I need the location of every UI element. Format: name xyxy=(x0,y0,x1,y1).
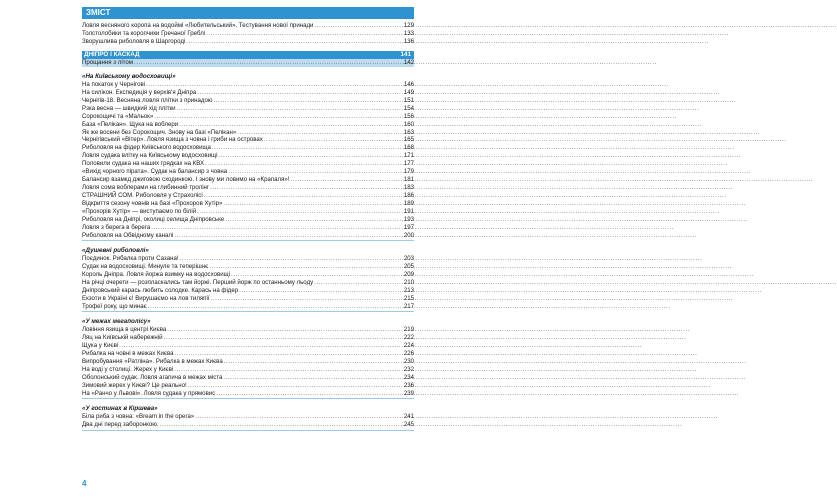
toc-groups xyxy=(82,73,414,431)
toc-entry xyxy=(82,350,414,358)
toc-entry xyxy=(82,366,414,374)
toc-entry xyxy=(82,89,414,97)
toc-entry xyxy=(82,390,414,398)
toc-entry xyxy=(82,152,414,160)
entry-page: 210 xyxy=(403,278,414,286)
entry-page: 213 xyxy=(403,286,414,294)
toc-entry xyxy=(82,22,414,30)
entry-page: 136 xyxy=(403,37,414,45)
entry-leader xyxy=(313,279,404,287)
entry-title: Чернігівський «Вітер». Ловля язища з човна і гриби на островах xyxy=(82,136,263,144)
entry-page: 191 xyxy=(403,207,414,215)
entry-leader xyxy=(211,144,404,152)
toc-entry xyxy=(82,184,414,192)
entry-leader xyxy=(194,413,404,421)
entry-title: Половили судака на наших грядках на КВХ xyxy=(82,160,205,168)
entry-title: На річці очерети — розпласкались там йоржі. Перший йорж по останньому льоду xyxy=(82,278,314,286)
entry-title: Риболовля на Дніпрі, околиці селища Дніпровське xyxy=(82,215,225,223)
entry-leader xyxy=(212,97,403,105)
entry-page: 133 xyxy=(403,29,414,37)
entry-title: Щука у Києві xyxy=(82,342,119,350)
entry-page: 179 xyxy=(403,168,414,176)
group-entries xyxy=(82,255,414,312)
entry-title: Зимовий жерех у Києві? Це реально! xyxy=(82,381,187,389)
entry-page: 177 xyxy=(403,160,414,168)
group-title: «Душевні риболовлі» xyxy=(82,247,149,255)
toc-entry xyxy=(82,263,414,271)
group-title: «У межах мегаполісу» xyxy=(82,318,151,326)
toc-entry xyxy=(82,105,414,113)
entry-title: Чернігів-18. Весняна ловля плітки з принадою xyxy=(82,96,213,104)
section-title: ДНІПРО І КАСКАД xyxy=(84,51,140,59)
entry-title: «Прохорів Хутір» — виступаємо по білій xyxy=(82,207,197,215)
entry-title: Король Дніпра. Ловля йоржа взимку на водосховищі xyxy=(82,271,230,279)
entry-leader xyxy=(210,295,404,303)
entry-leader xyxy=(145,81,404,89)
toc-entry xyxy=(82,232,414,240)
toc-entry xyxy=(82,113,414,121)
entry-title: Трофеї року, що минає xyxy=(82,302,147,310)
toc-entry xyxy=(82,38,414,46)
page-number: 4 xyxy=(82,479,87,488)
entry-title: Зворушлива риболовля в Шаргороді xyxy=(82,37,186,45)
entry-leader xyxy=(204,160,404,168)
intro-rows xyxy=(82,22,414,46)
entry-page: 205 xyxy=(403,263,414,271)
toc-entry xyxy=(82,144,414,152)
toc-entry xyxy=(82,413,414,421)
toc-entry xyxy=(82,208,414,216)
group-title: «У гостинах в Кіршева» xyxy=(82,405,158,413)
entry-page: 234 xyxy=(403,373,414,381)
entry-page: 189 xyxy=(403,199,414,207)
entry-leader xyxy=(230,271,404,279)
entry-page: 151 xyxy=(403,96,414,104)
entry-title: Відкриття сезону човнів на базі «Прохоров Хутір» xyxy=(82,199,223,207)
entry-leader xyxy=(133,59,404,67)
entry-title: База «Пелікан». Щука на воблери xyxy=(82,120,179,128)
toc-entry xyxy=(82,200,414,208)
toc-entry xyxy=(82,216,414,224)
entry-leader xyxy=(290,176,404,184)
toc-entry xyxy=(82,334,414,342)
toc-entry xyxy=(82,160,414,168)
section-page: 141 xyxy=(400,51,411,59)
toc-entry xyxy=(82,97,414,105)
toc-entry xyxy=(82,271,414,279)
entry-page: 171 xyxy=(403,152,414,160)
entry-leader xyxy=(196,208,404,216)
entry-leader xyxy=(224,216,404,224)
entry-title: Риболовля на Обвідному каналі xyxy=(82,231,174,239)
toc-entry xyxy=(82,121,414,129)
toc-entry xyxy=(82,255,414,263)
entry-title: Толстолобики та коропчики Гречаної Греблі xyxy=(82,29,206,37)
entry-leader xyxy=(217,152,403,160)
entry-title: СТРАШНИЙ СОМ. Риболовля у Страхолісі xyxy=(82,192,203,200)
entry-page: 230 xyxy=(403,357,414,365)
entry-leader xyxy=(236,129,404,137)
entry-title: Екзоти в Україні є! Вирушаємо на лов тиляпії xyxy=(82,294,210,302)
entry-page: 222 xyxy=(403,334,414,342)
entry-title: Ловля сома воблерами на глибинний тролінг xyxy=(82,184,210,192)
entry-page: 163 xyxy=(403,128,414,136)
entry-page: 142 xyxy=(403,58,414,66)
entry-page: 217 xyxy=(403,302,414,310)
entry-leader xyxy=(178,121,404,129)
entry-leader xyxy=(203,192,404,200)
entry-title: Балансир взамкд джиговою сходинкою. І знову ми ловимо на «Крапаля»! xyxy=(82,176,290,184)
group-entries xyxy=(82,81,414,241)
entry-leader xyxy=(223,358,404,366)
entry-page: 200 xyxy=(403,231,414,239)
entry-title: На воді у столиці. Жерех у Києві xyxy=(82,365,174,373)
entry-leader xyxy=(163,334,404,342)
entry-title: Як же восени без Сорокощич. Знову на базі «Пелікан» xyxy=(82,128,237,136)
entry-page: 215 xyxy=(403,294,414,302)
entry-page: 186 xyxy=(403,192,414,200)
entry-page: 146 xyxy=(403,80,414,88)
entry-title: Ловля весняного коропа на водоймі «Любительський». Тестування нової принади xyxy=(82,21,314,29)
entry-page: 236 xyxy=(403,381,414,389)
toc-entry xyxy=(82,192,414,200)
toc-entry xyxy=(82,168,414,176)
entry-page: 156 xyxy=(403,112,414,120)
entry-page: 193 xyxy=(403,215,414,223)
toc-entry xyxy=(82,81,414,89)
entry-leader xyxy=(208,263,404,271)
toc-entry xyxy=(82,421,414,429)
toc-header-bar xyxy=(82,7,414,19)
entry-page: 226 xyxy=(403,350,414,358)
entry-title: Ловля з берега в берега xyxy=(82,223,151,231)
toc-entry xyxy=(82,176,414,184)
entry-leader xyxy=(173,366,404,374)
entry-leader xyxy=(263,136,404,144)
group-title: «На Київському водосховищі» xyxy=(82,72,176,80)
entry-leader xyxy=(222,200,403,208)
entry-leader xyxy=(222,374,403,382)
entry-page: 129 xyxy=(403,21,414,29)
entry-title: Оболонський судак. Ловля агапича в межах міста xyxy=(82,373,223,381)
entry-title: Випробування «Ратліна». Рибалка в межах Києва xyxy=(82,357,223,365)
entry-leader xyxy=(227,168,404,176)
toc-entry xyxy=(82,129,414,137)
entry-title: Судак на водосховищі. Минуле та теперішнє xyxy=(82,263,209,271)
entry-leader xyxy=(179,255,404,263)
entry-title: На силікон. Експедиція у верхів'я Дніпра xyxy=(82,88,197,96)
entry-page: 168 xyxy=(403,144,414,152)
group-entries xyxy=(82,326,414,399)
entry-title: Поєдинок. Рибалка проти Сазана! xyxy=(82,255,179,263)
entry-page: 209 xyxy=(403,271,414,279)
entry-title: Риболовля на фідер Київського водосховища xyxy=(82,144,211,152)
entry-title: Прощання з літом xyxy=(82,58,133,66)
entry-page: 160 xyxy=(403,120,414,128)
entry-leader xyxy=(150,224,404,232)
entry-title: Сорокощичі та «Мальок» xyxy=(82,112,154,120)
toc-entry xyxy=(82,342,414,350)
entry-leader xyxy=(173,232,404,240)
entry-title: «Вихід чорного пірата». Судак на балансир з човна xyxy=(82,168,228,176)
toc-entry xyxy=(82,137,414,145)
entry-page: 197 xyxy=(403,223,414,231)
entry-page: 224 xyxy=(403,342,414,350)
toc-entry xyxy=(82,374,414,382)
toc-header-title: ЗМІСТ xyxy=(86,8,111,17)
entry-page: 219 xyxy=(403,326,414,334)
toc-entry xyxy=(82,303,414,311)
entry-page: 241 xyxy=(403,413,414,421)
table-of-contents xyxy=(82,22,414,431)
entry-title: На покаток у Чернігові xyxy=(82,80,146,88)
entry-leader xyxy=(215,390,404,398)
entry-title: Ловля судака влітку на Київському водосховищі xyxy=(82,152,218,160)
entry-leader xyxy=(118,342,404,350)
entry-page: 203 xyxy=(403,255,414,263)
entry-leader xyxy=(313,22,403,30)
entry-leader xyxy=(174,350,404,358)
toc-entry xyxy=(82,279,414,287)
entry-leader xyxy=(153,113,404,121)
group-entries xyxy=(82,413,414,430)
entry-page: 181 xyxy=(403,176,414,184)
entry-title: Два дні перед заборонкою. xyxy=(82,421,159,429)
entry-page: 149 xyxy=(403,88,414,96)
toc-entry xyxy=(82,358,414,366)
entry-page: 165 xyxy=(403,136,414,144)
toc-entry xyxy=(82,224,414,232)
entry-page: 183 xyxy=(403,184,414,192)
entry-title: Ловіння язища в центрі Києва xyxy=(82,326,167,334)
toc-entry xyxy=(82,382,414,390)
entry-leader xyxy=(238,287,404,295)
toc-entry xyxy=(82,295,414,303)
entry-title: Ляц на Київській набережній xyxy=(82,334,163,342)
entry-leader xyxy=(147,303,404,311)
entry-page: 245 xyxy=(403,421,414,429)
entry-leader xyxy=(187,382,404,390)
entry-leader xyxy=(205,30,404,38)
entry-title: Біла риба з човна: «Bream in the opera» xyxy=(82,413,195,421)
entry-title: Рзка весна — швидкий хід плітки xyxy=(82,104,176,112)
entry-leader xyxy=(176,105,404,113)
section-first-entry xyxy=(82,59,414,67)
entry-leader xyxy=(196,89,404,97)
entry-leader xyxy=(166,326,404,334)
toc-entry xyxy=(82,326,414,334)
entry-page: 232 xyxy=(403,365,414,373)
entry-page: 154 xyxy=(403,104,414,112)
entry-leader xyxy=(209,184,404,192)
toc-entry xyxy=(82,287,414,295)
section-header xyxy=(82,51,414,59)
entry-title: На «Ранчо у Львові». Ловля судака у прямовис xyxy=(82,389,216,397)
entry-page: 239 xyxy=(403,389,414,397)
toc-entry xyxy=(82,30,414,38)
entry-title: Дніпровський карась любить солодке. Карась на фідер xyxy=(82,286,239,294)
entry-leader xyxy=(185,38,404,46)
entry-title: Рибалка на човні в межах Києва xyxy=(82,350,174,358)
entry-leader xyxy=(159,421,404,429)
